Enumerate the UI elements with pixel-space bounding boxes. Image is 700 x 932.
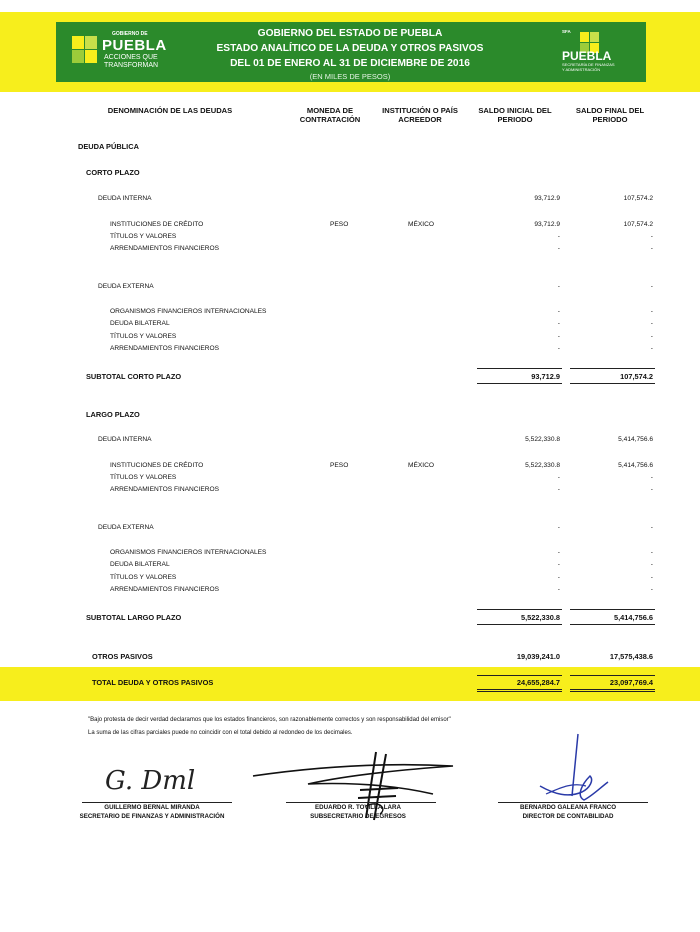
table-row-inicial: 5,522,330.8 — [525, 462, 560, 469]
total-final: 23,097,769.4 — [609, 678, 653, 687]
table-row-label: TÍTULOS Y VALORES — [110, 474, 177, 481]
largo-externa-final: - — [650, 524, 653, 531]
table-row-final: - — [650, 474, 653, 481]
col-saldo-final: SALDO FINAL DEL PERIODO — [575, 106, 645, 124]
table-row-inicial: - — [557, 320, 560, 327]
subtotal-rule — [570, 624, 655, 625]
table-row-inicial: - — [557, 574, 560, 581]
subtotal-rule — [477, 624, 562, 625]
table-row-inicial: - — [557, 345, 560, 352]
table-row-label: ARRENDAMIENTOS FINANCIEROS — [110, 586, 220, 593]
table-row-label: DEUDA BILATERAL — [110, 320, 170, 327]
largo-externa-inicial: - — [557, 524, 560, 531]
subtotal-rule — [570, 609, 655, 610]
header-line-3: DEL 01 DE ENERO AL 31 DE DICIEMBRE DE 2016 — [230, 58, 470, 69]
subtotal-rule — [570, 368, 655, 369]
table-row-inicial: 93,712.9 — [534, 221, 560, 228]
total-rule — [477, 691, 562, 692]
table-row-inicial: - — [557, 308, 560, 315]
corto-externa-label: DEUDA EXTERNA — [98, 283, 154, 290]
table-row-inicial: - — [557, 233, 560, 240]
table-row-pais: MÉXICO — [408, 462, 435, 469]
puebla-logo-right: SFA PUEBLA SECRETARÍA DE FINANZAS Y ADMINISTRACIÓN — [562, 29, 615, 72]
table-row-final: - — [650, 561, 653, 568]
corto-interna-label: DEUDA INTERNA — [98, 195, 152, 202]
total-rule — [570, 675, 655, 676]
table-row-label: ARRENDAMIENTOS FINANCIEROS — [110, 345, 220, 352]
table-row-final: - — [650, 574, 653, 581]
largo-interna-inicial: 5,522,330.8 — [525, 436, 560, 443]
col-institucion: INSTITUCIÓN O PAÍS ACREEDOR — [382, 106, 458, 124]
otros-pasivos-inicial: 19,039,241.0 — [516, 652, 560, 661]
subtotal-rule — [477, 368, 562, 369]
signature-3-rule — [498, 802, 648, 803]
corto-externa-inicial: - — [557, 283, 560, 290]
table-row-label: TÍTULOS Y VALORES — [110, 574, 177, 581]
signature-3-name: BERNARDO GALEANA FRANCO — [519, 804, 617, 811]
table-row-label: ORGANISMOS FINANCIEROS INTERNACIONALES — [110, 549, 267, 556]
table-row-inicial: - — [557, 486, 560, 493]
table-row-inicial: - — [557, 549, 560, 556]
table-row-final: 5,414,756.6 — [618, 462, 653, 469]
header-units: (EN MILES DE PESOS) — [309, 72, 391, 81]
table-row-final: - — [650, 486, 653, 493]
largo-externa-label: DEUDA EXTERNA — [98, 524, 154, 531]
signature-2-name: EDUARDO R. TOVILLA LARA — [315, 804, 401, 811]
table-row-final: - — [650, 233, 653, 240]
section-largo-plazo: LARGO PLAZO — [86, 410, 140, 419]
table-row-label: TÍTULOS Y VALORES — [110, 233, 177, 240]
signature-1-image: G. Dml — [105, 766, 196, 796]
subtotal-corto-final: 107,574.2 — [620, 372, 653, 381]
subtotal-largo-inicial: 5,522,330.8 — [520, 613, 560, 622]
table-row-moneda: PESO — [330, 462, 349, 469]
signature-2-rule — [286, 802, 436, 803]
corto-interna-final: 107,574.2 — [623, 195, 653, 202]
header-line-2: ESTADO ANALÍTICO DE LA DEUDA Y OTROS PASIVOS — [216, 43, 484, 54]
total-rule — [570, 691, 655, 692]
section-corto-plazo: CORTO PLAZO — [86, 168, 140, 177]
corto-externa-final: - — [650, 283, 653, 290]
table-row-final: - — [650, 549, 653, 556]
table-row-inicial: - — [557, 245, 560, 252]
table-row-final: - — [650, 245, 653, 252]
corto-interna-inicial: 93,712.9 — [534, 195, 560, 202]
table-row-label: DEUDA BILATERAL — [110, 561, 170, 568]
table-row-label: ARRENDAMIENTOS FINANCIEROS — [110, 486, 220, 493]
total-label: TOTAL DEUDA Y OTROS PASIVOS — [92, 678, 214, 687]
total-rule — [477, 675, 562, 676]
table-row-final: - — [650, 308, 653, 315]
table-row-label: ARRENDAMIENTOS FINANCIEROS — [110, 245, 220, 252]
section-deuda-publica: DEUDA PÚBLICA — [78, 142, 139, 151]
largo-interna-final: 5,414,756.6 — [618, 436, 653, 443]
subtotal-rule — [477, 609, 562, 610]
table-row-moneda: PESO — [330, 221, 349, 228]
total-inicial: 24,655,284.7 — [516, 678, 560, 687]
signature-3-title: DIRECTOR DE CONTABILIDAD — [522, 813, 614, 820]
otros-pasivos-label: OTROS PASIVOS — [92, 652, 153, 661]
table-row-final: - — [650, 586, 653, 593]
table-row-label: TÍTULOS Y VALORES — [110, 333, 177, 340]
table-row-label: INSTITUCIONES DE CRÉDITO — [110, 221, 204, 228]
subtotal-rule — [570, 383, 655, 384]
col-denominacion: DENOMINACIÓN DE LAS DEUDAS — [107, 106, 233, 115]
table-row-inicial: - — [557, 561, 560, 568]
table-row-pais: MÉXICO — [408, 221, 435, 228]
table-row-final: - — [650, 345, 653, 352]
subtotal-largo-label: SUBTOTAL LARGO PLAZO — [86, 613, 182, 622]
footnote-protesta: "Bajo protesta de decir verdad declaramos que los estados financieros, son razonablemente correctos y son responsabilidad del emisor" — [88, 717, 451, 723]
table-row-inicial: - — [557, 586, 560, 593]
total-rule — [477, 689, 562, 690]
table-row-final: - — [650, 320, 653, 327]
signature-1-title: SECRETARIO DE FINANZAS Y ADMINISTRACIÓN — [79, 813, 225, 820]
col-moneda: MONEDA DE CONTRATACIÓN — [299, 106, 361, 124]
col-saldo-inicial: SALDO INICIAL DEL PERIODO — [478, 106, 552, 124]
table-row-inicial: - — [557, 333, 560, 340]
largo-interna-label: DEUDA INTERNA — [98, 436, 152, 443]
table-row-label: INSTITUCIONES DE CRÉDITO — [110, 462, 204, 469]
subtotal-largo-final: 5,414,756.6 — [613, 613, 653, 622]
subtotal-rule — [477, 383, 562, 384]
header-line-1: GOBIERNO DEL ESTADO DE PUEBLA — [257, 28, 443, 39]
puebla-logo-left: GOBIERNO DE PUEBLA ACCIONES QUE TRANSFORMAN — [72, 32, 182, 74]
subtotal-corto-label: SUBTOTAL CORTO PLAZO — [86, 372, 182, 381]
table-row-final: 107,574.2 — [623, 221, 653, 228]
table-row-label: ORGANISMOS FINANCIEROS INTERNACIONALES — [110, 308, 267, 315]
footnote-redondeo: La suma de las cifras parciales puede no coincidir con el total debido al redondeo de los decimales. — [88, 730, 353, 736]
signature-2-title: SUBSECRETARIO DE EGRESOS — [310, 813, 406, 820]
signature-1-name: GUILLERMO BERNAL MIRANDA — [104, 804, 200, 811]
table-row-inicial: - — [557, 474, 560, 481]
total-rule — [570, 689, 655, 690]
subtotal-corto-inicial: 93,712.9 — [531, 372, 560, 381]
signature-1-rule — [82, 802, 232, 803]
otros-pasivos-final: 17,575,438.6 — [609, 652, 653, 661]
table-row-final: - — [650, 333, 653, 340]
